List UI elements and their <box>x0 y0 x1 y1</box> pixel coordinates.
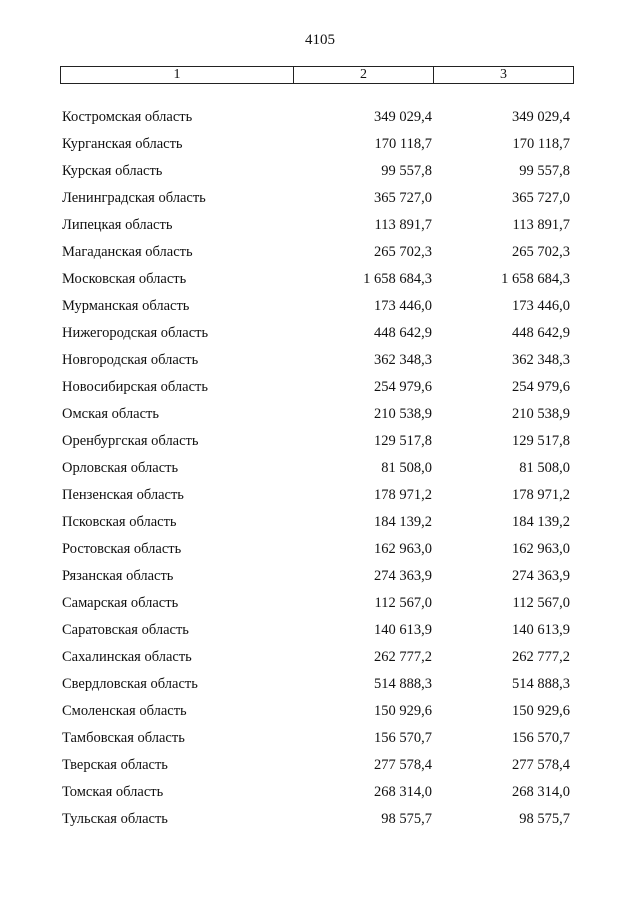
table-row <box>62 806 572 833</box>
value-col-2: 140 613,9 <box>374 622 432 638</box>
value-col-3: 178 971,2 <box>512 487 570 503</box>
value-col-3: 99 557,8 <box>519 163 570 179</box>
value-col-2: 277 578,4 <box>374 757 432 773</box>
region-name: Нижегородская область <box>62 325 209 341</box>
value-col-2: 254 979,6 <box>374 379 432 395</box>
value-col-2: 262 777,2 <box>374 649 432 665</box>
table-row <box>62 725 572 752</box>
table-row <box>62 752 572 779</box>
table-row <box>62 131 572 158</box>
value-col-3: 514 888,3 <box>512 676 570 692</box>
region-name: Ростовская область <box>62 541 182 557</box>
table-row <box>62 617 572 644</box>
region-name: Курская область <box>62 163 163 179</box>
table-row <box>62 455 572 482</box>
table-row <box>62 185 572 212</box>
value-col-2: 173 446,0 <box>374 298 432 314</box>
region-name: Саратовская область <box>62 622 189 638</box>
value-col-2: 81 508,0 <box>381 460 432 476</box>
value-col-3: 140 613,9 <box>512 622 570 638</box>
value-col-2: 274 363,9 <box>374 568 432 584</box>
table-row <box>62 482 572 509</box>
header-col-3: 3 <box>500 67 507 82</box>
header-col-1: 1 <box>61 67 294 83</box>
header-col-2: 2 <box>294 67 434 83</box>
value-col-3: 277 578,4 <box>512 757 570 773</box>
value-col-3: 156 570,7 <box>512 730 570 746</box>
region-name: Новосибирская область <box>62 379 208 395</box>
region-name: Курганская область <box>62 136 183 152</box>
page-number: 4105 <box>305 32 335 48</box>
value-col-2: 210 538,9 <box>374 406 432 422</box>
table-row <box>62 590 572 617</box>
value-col-3: 129 517,8 <box>512 433 570 449</box>
value-col-2: 448 642,9 <box>374 325 432 341</box>
table-row <box>62 320 572 347</box>
region-name: Ленинградская область <box>62 190 206 206</box>
table-row <box>62 536 572 563</box>
value-col-3: 210 538,9 <box>512 406 570 422</box>
value-col-2: 156 570,7 <box>374 730 432 746</box>
region-name: Омская область <box>62 406 159 422</box>
region-name: Самарская область <box>62 595 179 611</box>
value-col-3: 170 118,7 <box>512 136 570 152</box>
region-name: Орловская область <box>62 460 179 476</box>
table-row <box>62 428 572 455</box>
region-name: Костромская область <box>62 109 193 125</box>
table-row <box>62 401 572 428</box>
value-col-2: 162 963,0 <box>374 541 432 557</box>
table-row <box>62 698 572 725</box>
value-col-2: 349 029,4 <box>374 109 432 125</box>
value-col-3: 113 891,7 <box>512 217 570 233</box>
value-col-2: 99 557,8 <box>381 163 432 179</box>
value-col-3: 349 029,4 <box>512 109 570 125</box>
table-row <box>62 347 572 374</box>
value-col-2: 1 658 684,3 <box>363 271 432 287</box>
region-name: Пензенская область <box>62 487 184 503</box>
table-row <box>62 644 572 671</box>
value-col-3: 162 963,0 <box>512 541 570 557</box>
value-col-3: 98 575,7 <box>519 811 570 827</box>
table-row <box>62 779 572 806</box>
value-col-3: 1 658 684,3 <box>501 271 570 287</box>
region-name: Новгородская область <box>62 352 199 368</box>
region-name: Тульская область <box>62 811 168 827</box>
value-col-3: 268 314,0 <box>512 784 570 800</box>
value-col-3: 365 727,0 <box>512 190 570 206</box>
table-row <box>62 293 572 320</box>
region-name: Магаданская область <box>62 244 193 260</box>
value-col-3: 362 348,3 <box>512 352 570 368</box>
region-name: Томская область <box>62 784 164 800</box>
region-name: Московская область <box>62 271 187 287</box>
value-col-3: 254 979,6 <box>512 379 570 395</box>
value-col-3: 112 567,0 <box>512 595 570 611</box>
value-col-3: 150 929,6 <box>512 703 570 719</box>
table-row <box>62 671 572 698</box>
value-col-2: 178 971,2 <box>374 487 432 503</box>
value-col-2: 129 517,8 <box>374 433 432 449</box>
region-name: Тверская область <box>62 757 168 773</box>
value-col-2: 268 314,0 <box>374 784 432 800</box>
region-name: Рязанская область <box>62 568 174 584</box>
region-name: Смоленская область <box>62 703 187 719</box>
value-col-3: 184 139,2 <box>512 514 570 530</box>
table-row <box>62 158 572 185</box>
region-name: Сахалинская область <box>62 649 192 665</box>
table-row <box>62 104 572 131</box>
region-name: Свердловская область <box>62 676 198 692</box>
value-col-2: 362 348,3 <box>374 352 432 368</box>
column-number-header <box>60 66 574 84</box>
region-name: Липецкая область <box>62 217 173 233</box>
value-col-2: 184 139,2 <box>374 514 432 530</box>
value-col-3: 448 642,9 <box>512 325 570 341</box>
region-table <box>62 104 572 833</box>
value-col-2: 113 891,7 <box>374 217 432 233</box>
value-col-2: 365 727,0 <box>374 190 432 206</box>
value-col-2: 265 702,3 <box>374 244 432 260</box>
value-col-2: 514 888,3 <box>374 676 432 692</box>
table-row <box>62 374 572 401</box>
table-row <box>62 509 572 536</box>
region-name: Мурманская область <box>62 298 190 314</box>
table-row <box>62 266 572 293</box>
region-name: Псковская область <box>62 514 177 530</box>
value-col-2: 98 575,7 <box>381 811 432 827</box>
table-row <box>62 239 572 266</box>
table-row <box>62 212 572 239</box>
value-col-3: 274 363,9 <box>512 568 570 584</box>
value-col-2: 112 567,0 <box>374 595 432 611</box>
value-col-2: 170 118,7 <box>374 136 432 152</box>
value-col-3: 173 446,0 <box>512 298 570 314</box>
value-col-3: 81 508,0 <box>519 460 570 476</box>
region-name: Оренбургская область <box>62 433 199 449</box>
region-name: Тамбовская область <box>62 730 185 746</box>
value-col-3: 262 777,2 <box>512 649 570 665</box>
table-row <box>62 563 572 590</box>
value-col-2: 150 929,6 <box>374 703 432 719</box>
value-col-3: 265 702,3 <box>512 244 570 260</box>
